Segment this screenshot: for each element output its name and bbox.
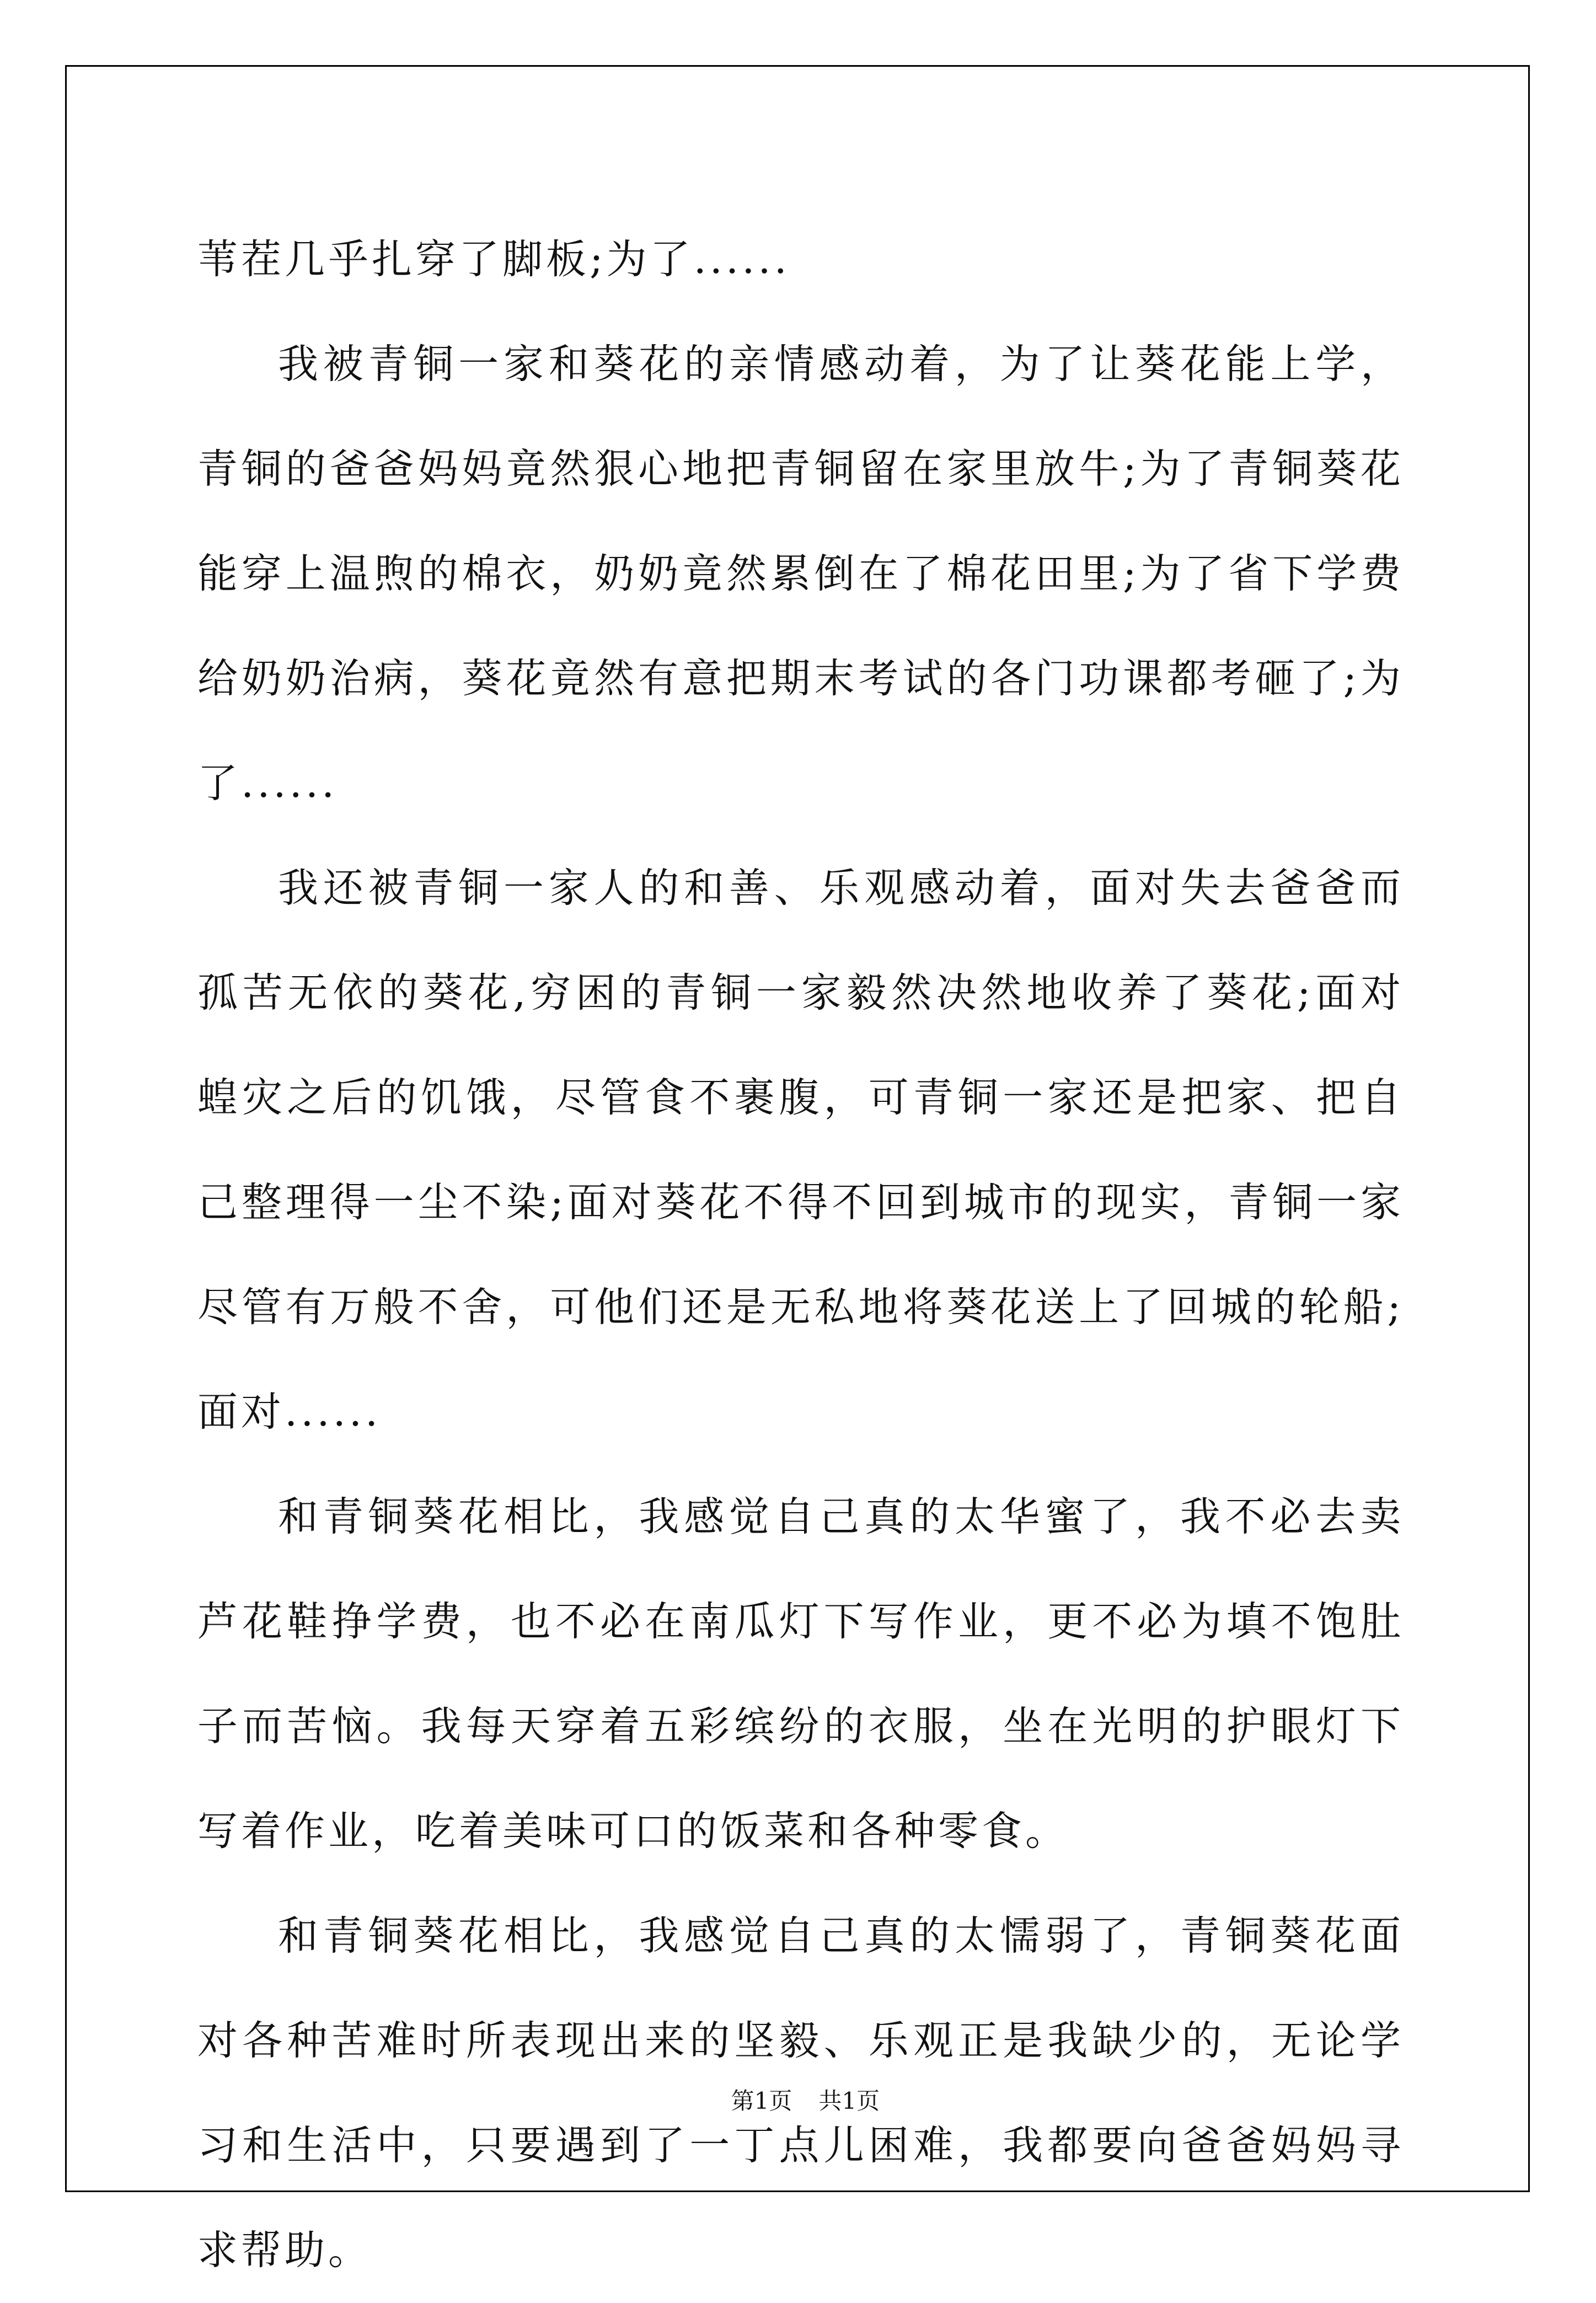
- page-number: 第1页: [731, 2087, 792, 2114]
- document-body: [197, 207, 1404, 2303]
- page-total: 共1页: [818, 2087, 880, 2114]
- paragraph-1: 苇茬几乎扎穿了脚板;为了......: [197, 236, 790, 283]
- page-footer: [0, 2056, 1596, 2116]
- paragraph-3: 我还被青铜一家人的和善、乐观感动着，面对失去爸爸而孤苦无依的葵花,穷困的青铜一家毅然决然地收养了葵花;面对蝗灾之后的饥饿，尽管食不裹腹，可青铜一家还是把家、把自己整理得一尘不染;面对葵花不得不回到城市的现实，青铜一家尽管有万般不舍，可他们还是无私地将葵花送上了回城的轮船;面对......: [197, 865, 1404, 1436]
- paragraph-4: 和青铜葵花相比，我感觉自己真的太华蜜了，我不必去卖芦花鞋挣学费，也不必在南瓜灯下写作业，更不必为填不饱肚子而苦恼。我每天穿着五彩缤纷的衣服，坐在光明的护眼灯下写着作业，吃着美味可口的饭菜和各种零食。: [197, 1493, 1404, 1855]
- paragraph-5: 和青铜葵花相比，我感觉自己真的太懦弱了，青铜葵花面对各种苦难时所表现出来的坚毅、乐观正是我缺少的，无论学习和生活中，只要遇到了一丁点儿困难，我都要向爸爸妈妈寻求帮助。: [197, 1913, 1404, 2274]
- paragraph-2: 我被青铜一家和葵花的亲情感动着，为了让葵花能上学，青铜的爸爸妈妈竟然狠心地把青铜留在家里放牛;为了青铜葵花能穿上温煦的棉衣，奶奶竟然累倒在了棉花田里;为了省下学费给奶奶治病，葵花竟然有意把期末考试的各门功课都考砸了;为了......: [197, 341, 1404, 807]
